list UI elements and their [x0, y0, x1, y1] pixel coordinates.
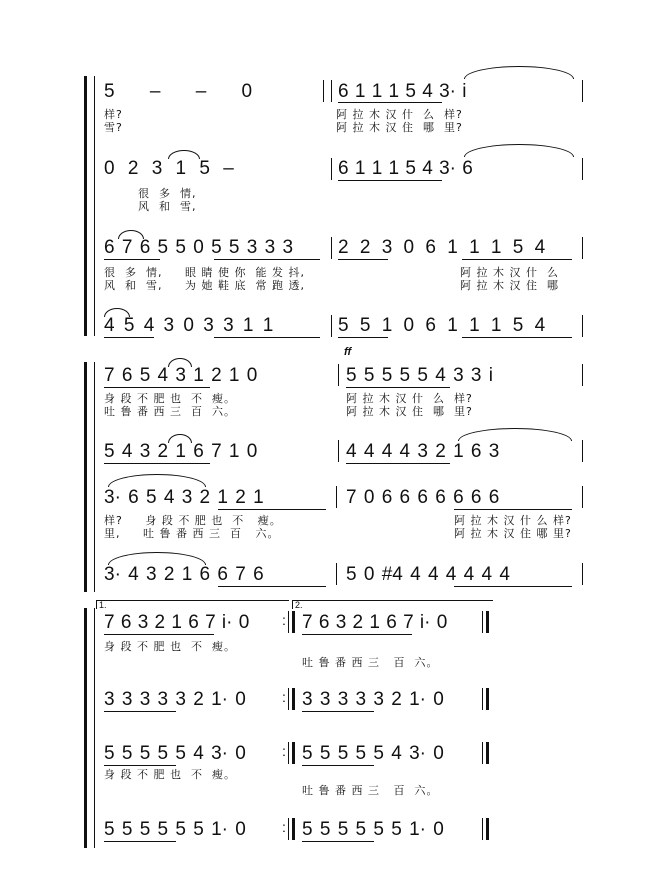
part3-notes-m1: 6 7 6 5 5 0 5 5 3 3 3	[104, 237, 294, 258]
part4-ending1: 5 5 5 5 5 5 1· 0	[104, 819, 246, 840]
part1-notes-m3: 7 6 5 4 3 1 2 1 0	[104, 365, 258, 386]
dynamic-marking: ff	[344, 346, 352, 358]
part2-lyrics-verse1: 很 多 情,	[138, 187, 197, 200]
part3-notes-m4: 7 0 6 6 6 6 6 6 6	[346, 487, 500, 508]
part2-ending2: 3 3 3 3 3 2 1· 0	[302, 689, 444, 710]
repeat-sign: :	[282, 612, 286, 628]
system-brace	[84, 76, 87, 336]
part4-notes-m3: 3· 4 3 2 1 6 6 7 6	[104, 564, 264, 585]
part1-lyrics-verse1: 样?	[104, 108, 123, 121]
part2-notes-m2: 6 1 1 1 5 4 3· 6	[338, 158, 473, 179]
system-brace	[84, 608, 87, 848]
part4-ending2: 5 5 5 5 5 5 1· 0	[302, 819, 444, 840]
system-brace	[84, 362, 87, 592]
part3-notes-m3: 3· 6 5 4 3 2 1 2 1	[104, 487, 264, 508]
sheet-music-page: 5 – – 0 6 1 1 1 5 4 3· i 样? 阿 拉 木 汉 什 么 样? 雪? 阿 拉 木 汉 住 哪 里? 0 2 3 1 5 – 6 1 1 1 5 4 3· 6 很 多 情, 风 和 雪, 6 7 6 5 5 0 5 5 3 3 3 2 2 3 0 6 1 1 1 5 4 很 多 情, 眼 睛 使 你 能 发 抖, 阿 拉 木 汉 什 么 风 和 雪, 为 她 鞋 底 常 跑 透, 阿 拉 木 汉 住 哪 4 5 4 3 0 3 3 1 1 5 5 1 0 6 1 1 1 5 4 ff 7 6 5 4 3 1 2 1 0 5 5 5 5 5 4 3 3 i 身 段 不 肥 也 不 瘦。 阿 拉 木 汉 什 么 样? 吐 鲁 番 西 三 百 六。 阿 拉 木 汉 住 哪 里? 5 4 3 2 1 6 7 1 0 4 4 4 4 3 2 1 6 3 3· 6 5 4 3 2 1 2 1 7 0 6 6 6 6 6 6 6 样? 身 段 不 肥 也 不 瘦。 阿 拉 木 汉 什 么 样? 里, 吐 鲁 番 西 三 百 六。 阿 拉 木 汉 住 哪 里? 3· 4 3 2 1 6 6 7 6 5 0 #4 4 4 4 4 4 4 1. 2. 7 6 3 2 1 6 7 i· 0 : 7 6 3 2 1 6 7 i· 0 身 段 不 肥 也 不 瘦。 吐 鲁 番 西 三 百 六。 3 3 3 3 3 2 1· 0 : 3 3 3 3 3 2 1· 0 5 5 5 5 5 4 3· 0 : 5 5 5 5 5 4 3· 0 身 段 不 肥 也 不 瘦。 吐 鲁 番 西 三 百 六。 5 5 5 5 5 5 1· 0 : 5 5 5 5 5 5 1· 0	[0, 0, 667, 878]
part3-ending1: 5 5 5 5 5 4 3· 0	[104, 743, 246, 764]
part1-ending1: 7 6 3 2 1 6 7 i· 0	[104, 612, 250, 633]
part1-notes-m4: 5 5 5 5 5 4 3 3 i	[346, 365, 493, 386]
part1-lyrics-verse2: 雪?	[104, 121, 123, 134]
part4-notes-m2: 5 5 1 0 6 1 1 1 5 4	[338, 315, 546, 336]
part1-ending2: 7 6 3 2 1 6 7 i· 0	[302, 612, 448, 633]
part3-lyrics-verse2: 风 和 雪, 为 她 鞋 底 常 跑 透,	[104, 279, 305, 292]
part4-notes-m1: 4 5 4 3 0 3 3 1 1	[104, 315, 274, 336]
second-ending: 2.	[292, 600, 493, 609]
part3-ending2: 5 5 5 5 5 4 3· 0	[302, 743, 444, 764]
part3-lyrics-verse1: 很 多 情, 眼 睛 使 你 能 发 抖,	[104, 266, 305, 279]
part4-notes-m4: 5 0 #4 4 4 4 4 4 4	[346, 564, 510, 585]
part1-notes-m2: 6 1 1 1 5 4 3· i	[338, 81, 467, 102]
first-ending: 1.	[96, 600, 289, 609]
part2-notes-m3: 5 4 3 2 1 6 7 1 0	[104, 441, 258, 462]
part2-notes-m1: 0 2 3 1 5 –	[104, 158, 234, 179]
part2-lyrics-verse2: 风 和 雪,	[138, 200, 197, 213]
part2-ending1: 3 3 3 3 3 2 1· 0	[104, 689, 246, 710]
part3-notes-m2: 2 2 3 0 6 1 1 1 5 4	[338, 237, 546, 258]
part1-notes-m1: 5 – – 0	[104, 81, 253, 102]
part2-notes-m4: 4 4 4 4 3 2 1 6 3	[346, 441, 500, 462]
barline	[323, 80, 324, 102]
